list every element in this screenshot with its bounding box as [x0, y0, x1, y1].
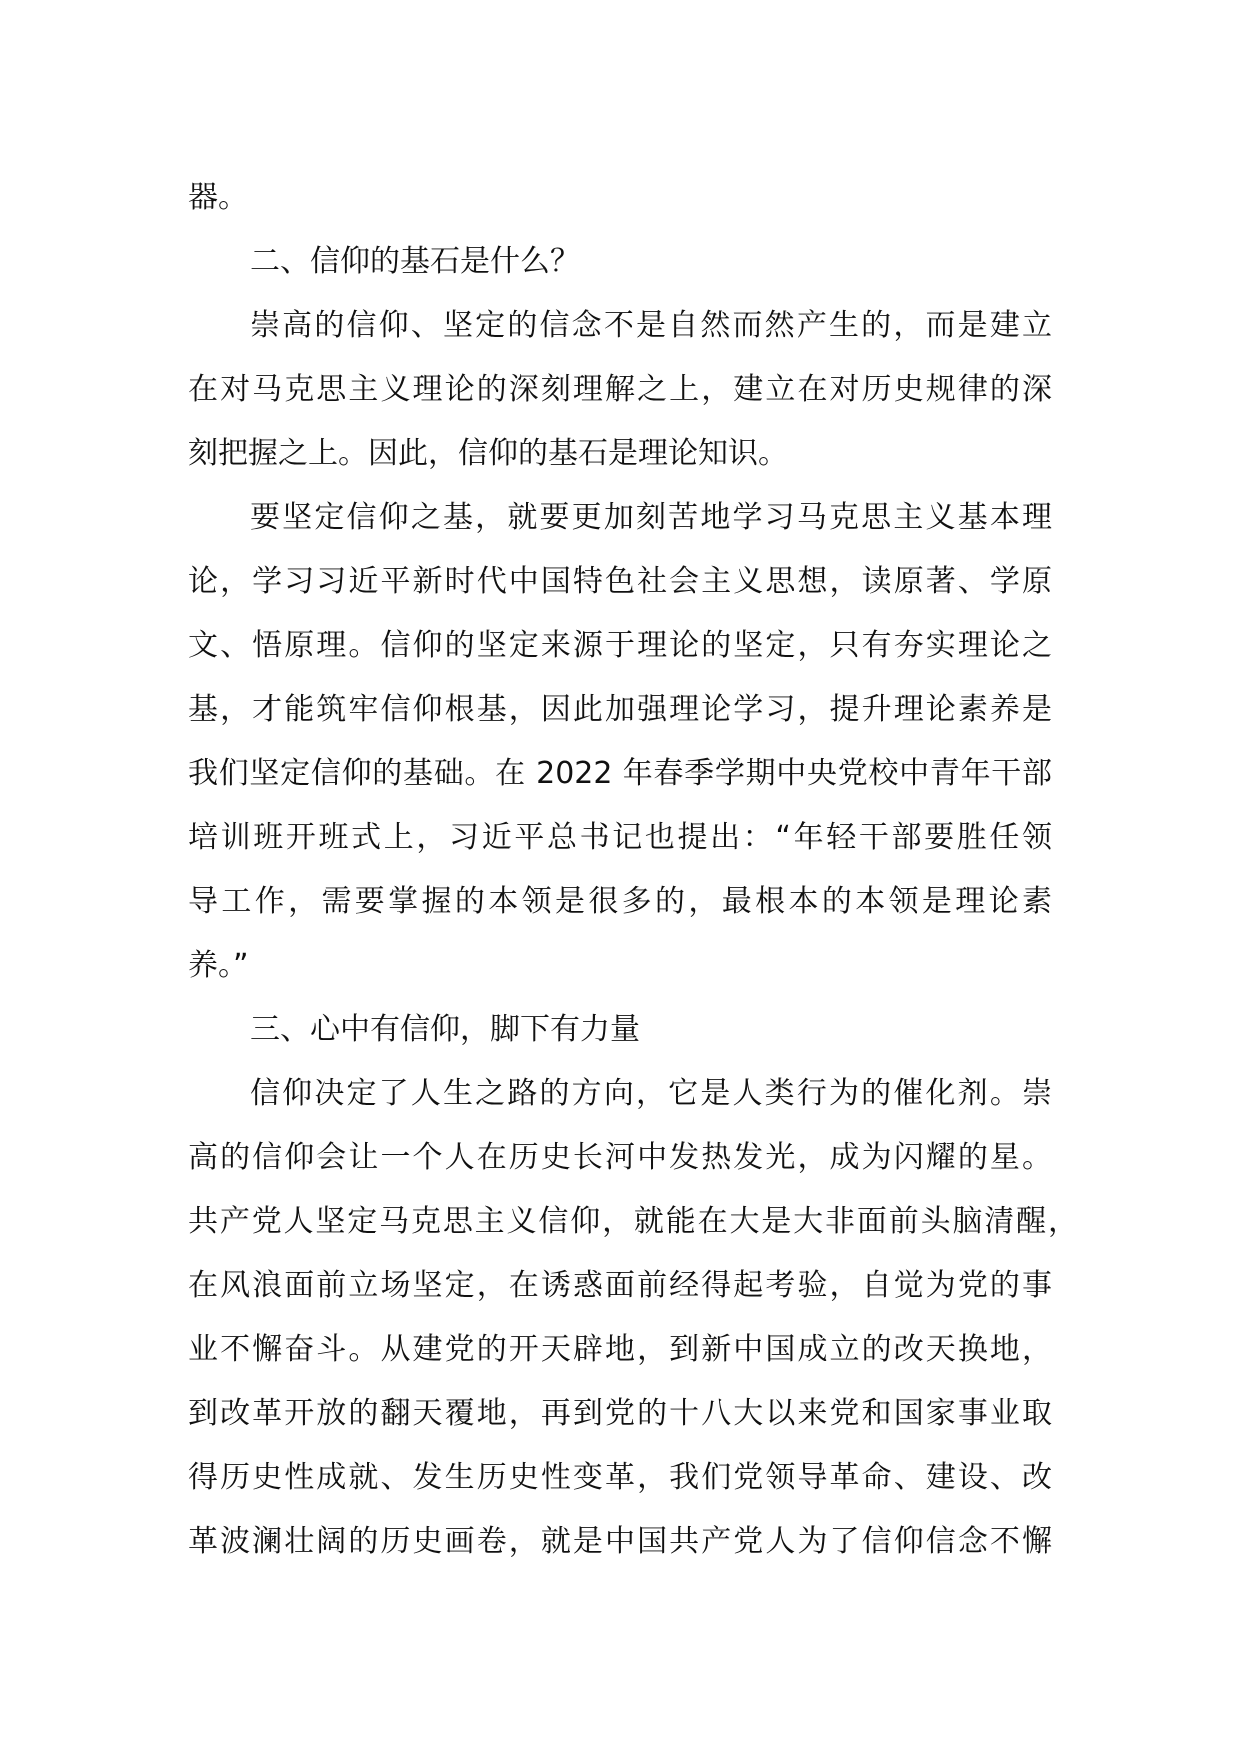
section-heading: 三、心中有信仰，脚下有力量	[250, 1012, 640, 1047]
text-line: 革波澜壮阔的历史画卷，就是中国共产党人为了信仰信念不懈	[188, 1524, 1052, 1559]
text-line: 器。	[188, 180, 248, 215]
text-line: 培训班开班式上，习近平总书记也提出：“年轻干部要胜任领	[188, 820, 1052, 855]
text-line: 要坚定信仰之基，就要更加刻苦地学习马克思主义基本理	[250, 500, 1052, 535]
text-line: 论，学习习近平新时代中国特色社会主义思想，读原著、学原	[188, 564, 1052, 599]
text-line: 导工作，需要掌握的本领是很多的，最根本的本领是理论素	[188, 884, 1052, 919]
text-line: 共产党人坚定马克思主义信仰，就能在大是大非面前头脑清醒，	[188, 1204, 1078, 1239]
text-line: 刻把握之上。因此，信仰的基石是理论知识。	[188, 436, 788, 471]
text-line: 养。”	[188, 948, 249, 983]
text-line: 在对马克思主义理论的深刻理解之上，建立在对历史规律的深	[188, 372, 1052, 407]
text-line: 文、悟原理。信仰的坚定来源于理论的坚定，只有夯实理论之	[188, 628, 1052, 663]
text-line: 在风浪面前立场坚定，在诱惑面前经得起考验，自觉为党的事	[188, 1268, 1052, 1303]
text-line: 基，才能筑牢信仰根基，因此加强理论学习，提升理论素养是	[188, 692, 1052, 727]
text-line: 崇高的信仰、坚定的信念不是自然而然产生的，而是建立	[250, 308, 1052, 343]
text-line: 到改革开放的翻天覆地，再到党的十八大以来党和国家事业取	[188, 1396, 1052, 1431]
text-line: 信仰决定了人生之路的方向，它是人类行为的催化剂。崇	[250, 1076, 1052, 1111]
text-line: 业不懈奋斗。从建党的开天辟地，到新中国成立的改天换地，	[188, 1332, 1052, 1367]
text-line: 我们坚定信仰的基础。在 2022 年春季学期中央党校中青年干部	[188, 756, 1052, 791]
text-line: 高的信仰会让一个人在历史长河中发热发光，成为闪耀的星。	[188, 1140, 1052, 1175]
text-line: 得历史性成就、发生历史性变革，我们党领导革命、建设、改	[188, 1460, 1052, 1495]
section-heading: 二、信仰的基石是什么？	[250, 244, 580, 279]
